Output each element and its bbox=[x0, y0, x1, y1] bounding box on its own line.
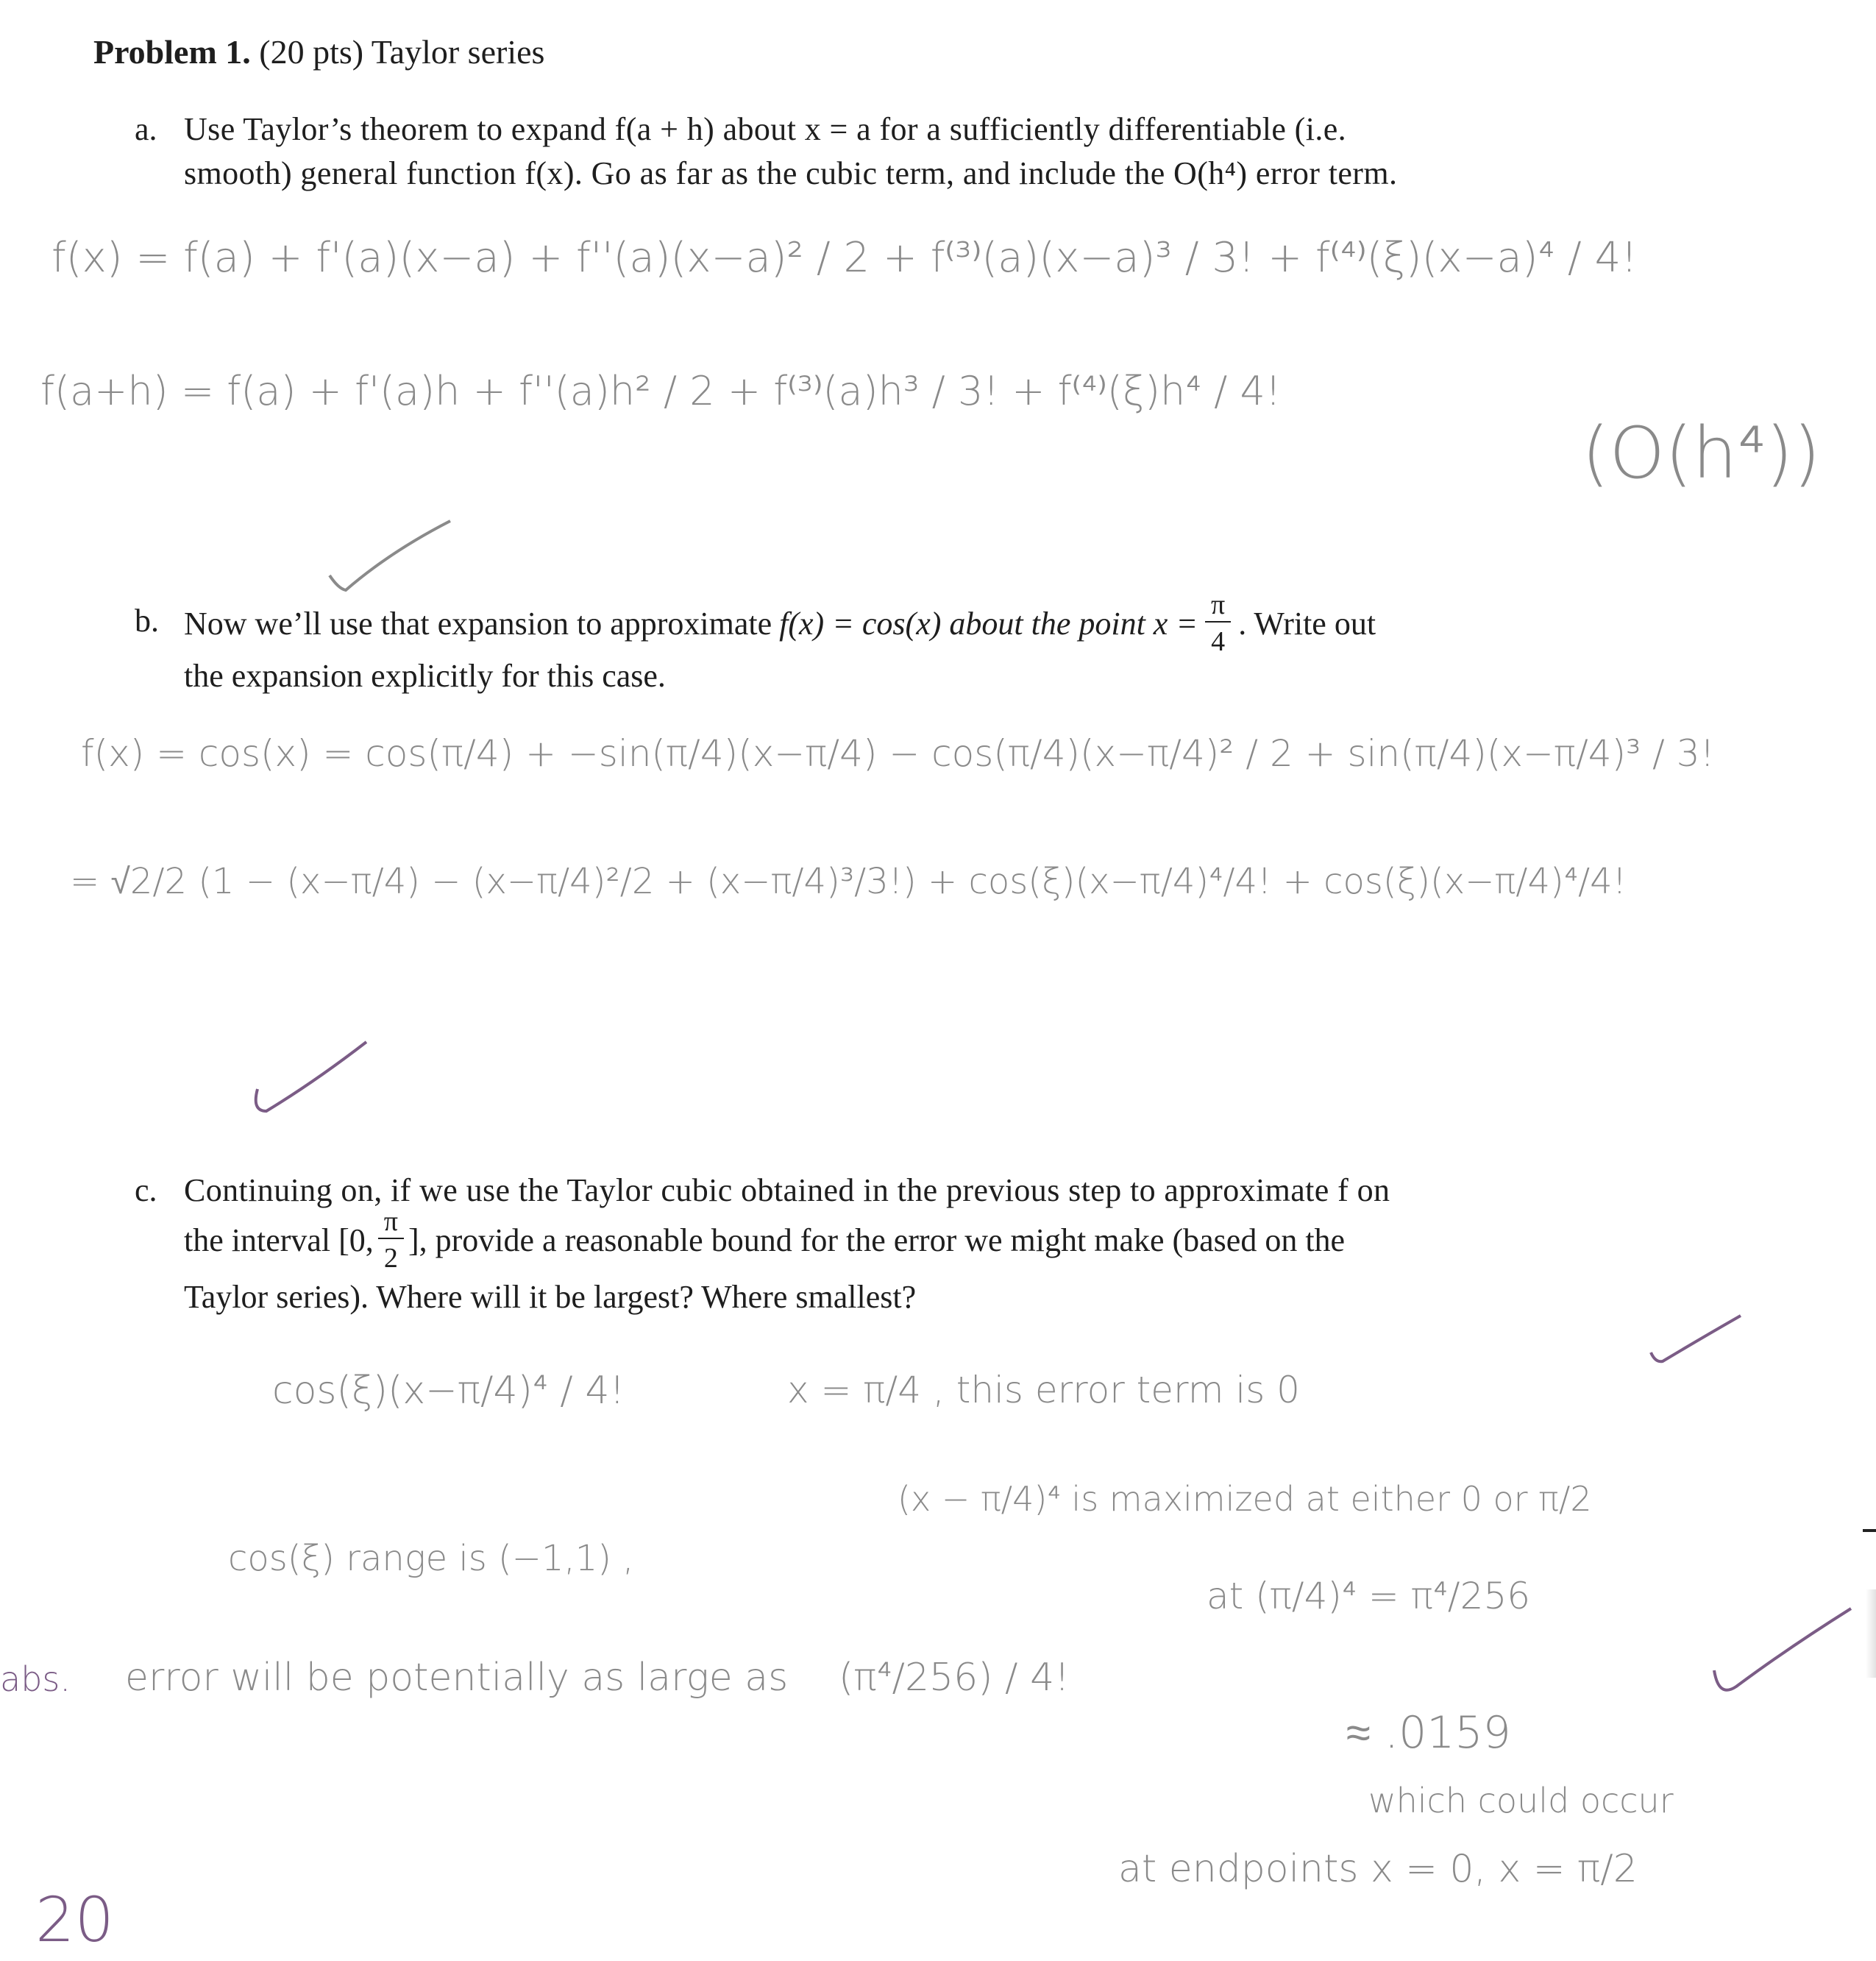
part-c-maximized-note: (x − π/4)⁴ is maximized at either 0 or π/2 bbox=[898, 1479, 1592, 1519]
part-c-bound-fraction: (π⁴/256) / 4! bbox=[839, 1656, 1070, 1700]
part-b-function: f(x) = cos(x) about the point x = bbox=[779, 605, 1198, 642]
part-c-bound-text: error will be potentially as large as bbox=[125, 1656, 789, 1700]
part-a-big-o: (O(h⁴)) bbox=[1582, 412, 1821, 494]
frac-numerator: π bbox=[1205, 589, 1231, 623]
scan-edge-shadow bbox=[1866, 1589, 1876, 1678]
part-a-answer-line2: f(a+h) = f(a) + f'(a)h + f''(a)h² / 2 + f⁽³⁾(a)h³ / 3! + f⁽⁴⁾(ξ)h⁴ / 4! bbox=[40, 368, 1282, 414]
check-mark-icon bbox=[1648, 1310, 1744, 1369]
check-mark-icon bbox=[249, 1038, 381, 1118]
frac-denominator: 4 bbox=[1211, 626, 1226, 657]
part-c-abs-note: abs. bbox=[0, 1659, 71, 1699]
part-a-label: a. bbox=[135, 111, 157, 147]
check-mark-icon bbox=[324, 515, 456, 596]
scan-edge-mark bbox=[1863, 1529, 1876, 1532]
problem-points-topic: (20 pts) Taylor series bbox=[259, 33, 545, 71]
part-b-answer-line2: = √2/2 (1 − (x−π/4) − (x−π/4)²/2 + (x−π/4)³/3!) + cos(ξ)(x−π/4)⁴/4! + cos(ξ)(x−π/4)⁴/4! bbox=[70, 861, 1627, 902]
part-c-approx-value: ≈ .0159 bbox=[1346, 1707, 1511, 1759]
problem-title bbox=[93, 32, 544, 71]
part-c-which-could-occur: which could occur bbox=[1368, 1781, 1674, 1820]
part-c-line2 bbox=[184, 1205, 1345, 1274]
part-b-line1-end: . Write out bbox=[1238, 605, 1376, 642]
part-b-line1 bbox=[184, 589, 1376, 658]
part-c-line3: Taylor series). Where will it be largest? Where smallest? bbox=[184, 1279, 917, 1315]
part-a-line2: smooth) general function f(x). Go as far as the cubic term, and include the O(h⁴) error term. bbox=[184, 155, 1398, 191]
part-c-line2-end: ], provide a reasonable bound for the error we might make (based on the bbox=[408, 1221, 1346, 1258]
score: 20 bbox=[35, 1884, 114, 1956]
frac-denominator: 2 bbox=[383, 1243, 398, 1274]
part-c-line2-start: the interval [0, bbox=[184, 1221, 374, 1258]
problem-number: Problem 1. bbox=[93, 33, 251, 71]
part-c-line1: Continuing on, if we use the Taylor cubic obtained in the previous step to approximate f on bbox=[184, 1172, 1390, 1208]
part-c-at-pi4-value: at (π/4)⁴ = π⁴/256 bbox=[1207, 1575, 1531, 1617]
part-b-line1-start: Now we’ll use that expansion to approximate bbox=[184, 605, 772, 642]
part-c-x-eq-pi-4: x = π/4 , this error term is 0 bbox=[787, 1369, 1300, 1411]
pi-over-4-fraction bbox=[1205, 589, 1231, 658]
part-b-line2: the expansion explicitly for this case. bbox=[184, 658, 666, 694]
part-c-error-term: cos(ξ)(x−π/4)⁴ / 4! bbox=[272, 1369, 625, 1413]
pi-over-2-fraction bbox=[378, 1205, 404, 1274]
part-b-label: b. bbox=[135, 603, 159, 639]
check-mark-icon bbox=[1707, 1604, 1854, 1700]
part-a-answer-line1: f(x) = f(a) + f'(a)(x−a) + f''(a)(x−a)² / 2 + f⁽³⁾(a)(x−a)³ / 3! + f⁽⁴⁾(ξ)(x−a)⁴ / 4! bbox=[51, 234, 1638, 282]
part-b-answer-line1: f(x) = cos(x) = cos(π/4) + −sin(π/4)(x−π/4) − cos(π/4)(x−π/4)² / 2 + sin(π/4)(x−π/4)³ / 3! bbox=[81, 732, 1715, 775]
part-a-line1: Use Taylor’s theorem to expand f(a + h) about x = a for a sufficiently differentiable (i.e. bbox=[184, 111, 1347, 147]
part-c-endpoints: at endpoints x = 0, x = π/2 bbox=[1118, 1847, 1638, 1891]
part-c-cos-range: cos(ξ) range is (−1,1) , bbox=[228, 1538, 634, 1579]
frac-numerator: π bbox=[378, 1205, 404, 1239]
part-c-label: c. bbox=[135, 1172, 157, 1208]
